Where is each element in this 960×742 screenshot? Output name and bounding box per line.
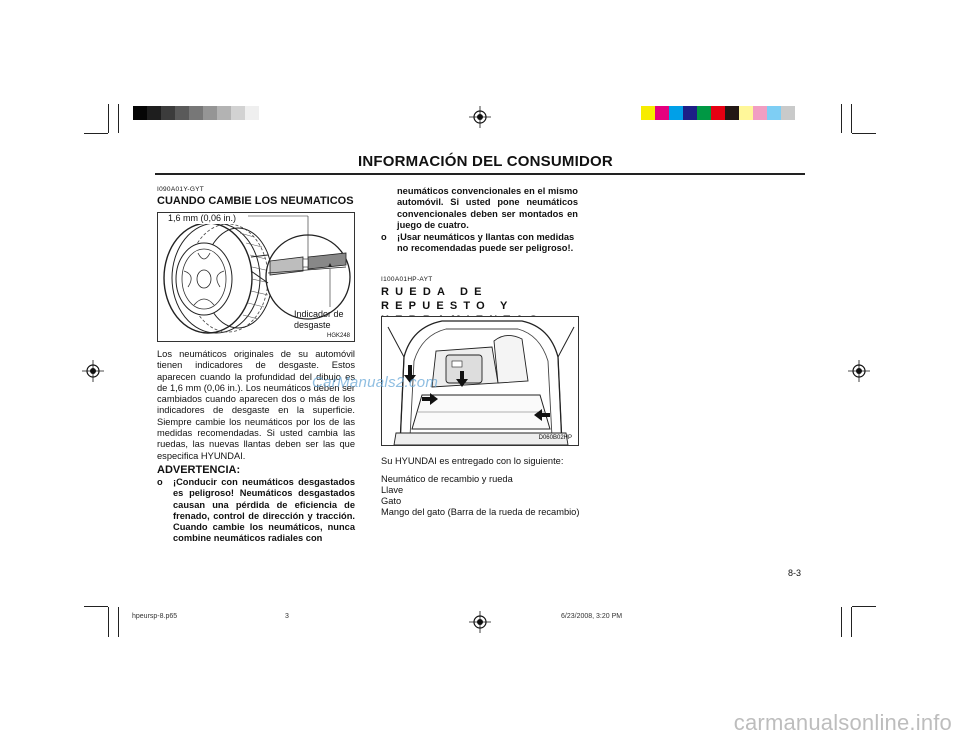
bullet: o <box>157 477 163 487</box>
bullet: o <box>381 232 387 242</box>
color-swatch <box>725 106 739 120</box>
process-color-bar <box>641 106 795 120</box>
footer-date: 6/23/2008, 3:20 PM <box>561 613 623 620</box>
color-swatch <box>711 106 725 120</box>
color-swatch <box>655 106 669 120</box>
supply-intro: Su HYUNDAI es entregado con lo siguiente: <box>381 456 564 466</box>
registration-mark-icon <box>848 360 870 382</box>
gray-swatch <box>231 106 245 120</box>
site-watermark: carmanualsonline.info <box>733 710 952 735</box>
supply-item: Mango del gato (Barra de la rueda de recambio) <box>381 507 580 517</box>
registration-mark-icon <box>469 611 491 633</box>
color-swatch <box>669 106 683 120</box>
gray-swatch <box>175 106 189 120</box>
figure-id: HGK248 <box>326 333 350 339</box>
footer-sheet: 3 <box>285 613 289 620</box>
tire-paragraph: Los neumáticos originales de su automóvil tienen indicadores de desgaste. Estos aparecen cuando la profundidad del dibujo es de 1,6 mm (0,06 in.). Los neumáticos deben ser cambiados cuando aparecen dos o más de los indicadores de desgaste en la superficie. Siempre cambie los neumáticos por los de las medidas recomendadas. Si usted cambia las ruedas, las nuevas llantas deben ser las que especifica HYUNDAI. <box>157 349 355 461</box>
gray-swatch <box>161 106 175 120</box>
warning-continued: neumáticos convencionales en el mismo automóvil. Si usted pone neumáticos convencionales deben ser montados en juego de cuatro. <box>397 186 578 230</box>
page-number: 8-3 <box>788 568 802 578</box>
color-swatch <box>753 106 767 120</box>
registration-mark-icon <box>82 360 104 382</box>
tire-wear-figure <box>157 212 355 342</box>
registration-mark-icon <box>469 106 491 128</box>
section-code: I090A01Y-GYT <box>157 186 205 193</box>
warning-item <box>381 232 578 255</box>
tread-depth-callout: 1,6 mm (0,06 in.) <box>168 213 237 223</box>
color-swatch <box>781 106 795 120</box>
gray-swatch <box>133 106 147 120</box>
warning-title: ADVERTENCIA: <box>157 464 241 476</box>
gray-swatch <box>245 106 259 120</box>
supply-item: Gato <box>381 496 402 506</box>
gray-swatch <box>189 106 203 120</box>
color-swatch <box>697 106 711 120</box>
figure-id: D060B02HP <box>538 435 572 441</box>
supply-item: Neumático de recambio y rueda <box>381 474 513 484</box>
gray-swatch <box>217 106 231 120</box>
color-swatch <box>767 106 781 120</box>
supply-item: Llave <box>381 485 404 495</box>
gray-swatch <box>147 106 161 120</box>
color-swatch <box>641 106 655 120</box>
color-swatch <box>739 106 753 120</box>
section-code: I100A01HP-AYT <box>381 276 433 283</box>
page-title: INFORMACIÓN DEL CONSUMIDOR <box>358 153 613 170</box>
warning-text: ¡Usar neumáticos y llantas con medidas no recomendadas puede ser peligroso!. <box>397 232 575 254</box>
watermark: CarManuals2.com <box>312 374 439 391</box>
wear-indicator-callout: Indicador de desgaste <box>294 309 344 330</box>
footer-filename: hpeursp-8.p65 <box>132 613 178 620</box>
gray-swatch <box>203 106 217 120</box>
warning-text: ¡Conducir con neumáticos desgastados es peligroso! Neumáticos desgastados causan una pérdida de eficiencia de frenado, control de dirección y tracción. Cuando cambie los neumáticos, nunca combine neumáticos radiales con <box>173 477 355 544</box>
section-heading: RUEDA DE REPUESTO Y <box>381 286 514 312</box>
color-swatch <box>683 106 697 120</box>
section-heading: CUANDO CAMBIE LOS NEUMATICOS <box>157 195 354 207</box>
gray-color-bar <box>133 106 259 120</box>
title-rule <box>155 173 805 175</box>
warning-item <box>157 477 355 545</box>
